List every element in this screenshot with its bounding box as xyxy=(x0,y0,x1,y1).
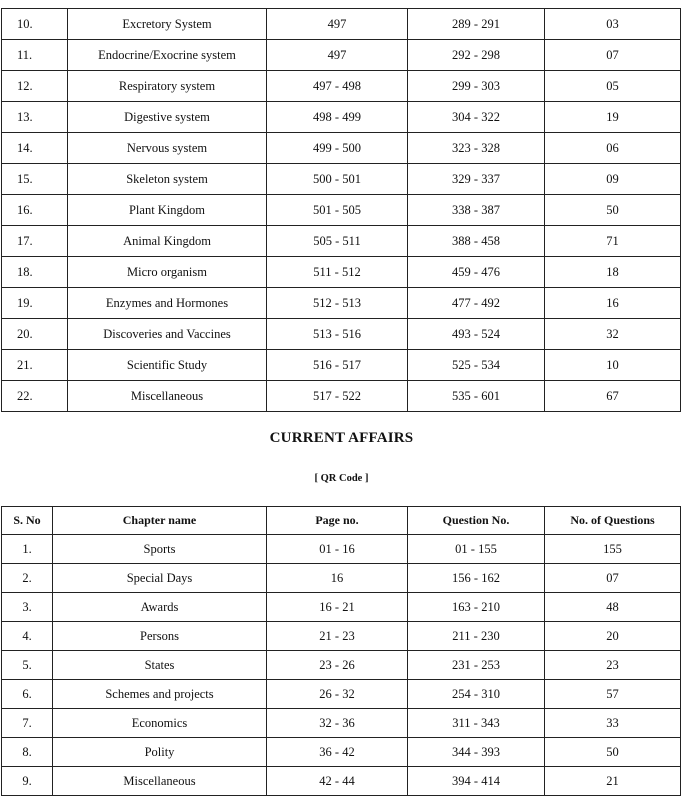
chapter-name: Skeleton system xyxy=(68,164,267,195)
table-row xyxy=(2,9,681,40)
serial-number: 20. xyxy=(2,319,68,350)
serial-number: 21. xyxy=(2,350,68,381)
serial-number: 13. xyxy=(2,102,68,133)
page-range: 26 - 32 xyxy=(267,680,408,709)
serial-number: 6. xyxy=(2,680,53,709)
table-header xyxy=(2,507,681,535)
table-row xyxy=(2,40,681,71)
page-range: 497 xyxy=(267,40,408,71)
question-range: 01 - 155 xyxy=(408,535,545,564)
table-row xyxy=(2,680,681,709)
question-range: 254 - 310 xyxy=(408,680,545,709)
serial-number: 22. xyxy=(2,381,68,412)
question-count: 155 xyxy=(545,535,681,564)
page-range: 500 - 501 xyxy=(267,164,408,195)
question-range: 329 - 337 xyxy=(408,164,545,195)
question-range: 163 - 210 xyxy=(408,593,545,622)
table-row xyxy=(2,164,681,195)
question-count: 19 xyxy=(545,102,681,133)
current-affairs-body xyxy=(2,535,681,796)
chapter-name: Excretory System xyxy=(68,9,267,40)
table-row xyxy=(2,593,681,622)
serial-number: 4. xyxy=(2,622,53,651)
question-range: 289 - 291 xyxy=(408,9,545,40)
biology-chapters-table xyxy=(1,8,681,412)
page-range: 517 - 522 xyxy=(267,381,408,412)
chapter-name: Sports xyxy=(53,535,267,564)
serial-number: 3. xyxy=(2,593,53,622)
question-count: 16 xyxy=(545,288,681,319)
serial-number: 12. xyxy=(2,71,68,102)
serial-number: 10. xyxy=(2,9,68,40)
question-range: 344 - 393 xyxy=(408,738,545,767)
section-title: CURRENT AFFAIRS xyxy=(269,430,414,446)
question-range: 459 - 476 xyxy=(408,257,545,288)
question-count: 06 xyxy=(545,133,681,164)
chapter-name: Scientific Study xyxy=(68,350,267,381)
biology-chapters-body xyxy=(2,9,681,412)
table-row xyxy=(2,350,681,381)
table-row xyxy=(2,133,681,164)
chapter-name: Digestive system xyxy=(68,102,267,133)
serial-number: 2. xyxy=(2,564,53,593)
header-page: Page no. xyxy=(267,507,408,535)
table-row xyxy=(2,622,681,651)
question-count: 71 xyxy=(545,226,681,257)
question-count: 07 xyxy=(545,564,681,593)
table-row xyxy=(2,767,681,796)
page-range: 497 xyxy=(267,9,408,40)
question-range: 493 - 524 xyxy=(408,319,545,350)
question-range: 394 - 414 xyxy=(408,767,545,796)
page-range: 499 - 500 xyxy=(267,133,408,164)
table-row xyxy=(2,288,681,319)
page-range: 505 - 511 xyxy=(267,226,408,257)
serial-number: 11. xyxy=(2,40,68,71)
question-range: 477 - 492 xyxy=(408,288,545,319)
question-count: 67 xyxy=(545,381,681,412)
question-range: 304 - 322 xyxy=(408,102,545,133)
page-range: 16 - 21 xyxy=(267,593,408,622)
question-range: 292 - 298 xyxy=(408,40,545,71)
serial-number: 18. xyxy=(2,257,68,288)
question-count: 48 xyxy=(545,593,681,622)
page-range: 511 - 512 xyxy=(267,257,408,288)
chapter-name: Polity xyxy=(53,738,267,767)
question-count: 03 xyxy=(545,9,681,40)
chapter-name: Special Days xyxy=(53,564,267,593)
table-row xyxy=(2,71,681,102)
question-count: 21 xyxy=(545,767,681,796)
page-range: 01 - 16 xyxy=(267,535,408,564)
page-range: 498 - 499 xyxy=(267,102,408,133)
table-row xyxy=(2,195,681,226)
chapter-name: Endocrine/Exocrine system xyxy=(68,40,267,71)
chapter-name: Plant Kingdom xyxy=(68,195,267,226)
header-sno: S. No xyxy=(2,507,53,535)
chapter-name: Miscellaneous xyxy=(53,767,267,796)
question-range: 211 - 230 xyxy=(408,622,545,651)
table-row xyxy=(2,651,681,680)
chapter-name: Schemes and projects xyxy=(53,680,267,709)
table-row xyxy=(2,319,681,350)
header-count: No. of Questions xyxy=(545,507,681,535)
table-row xyxy=(2,381,681,412)
question-count: 50 xyxy=(545,195,681,226)
chapter-name: Persons xyxy=(53,622,267,651)
question-range: 156 - 162 xyxy=(408,564,545,593)
question-count: 09 xyxy=(545,164,681,195)
header-chapter: Chapter name xyxy=(53,507,267,535)
question-count: 33 xyxy=(545,709,681,738)
chapter-name: Miscellaneous xyxy=(68,381,267,412)
page-range: 42 - 44 xyxy=(267,767,408,796)
serial-number: 7. xyxy=(2,709,53,738)
serial-number: 19. xyxy=(2,288,68,319)
question-count: 20 xyxy=(545,622,681,651)
page-range: 512 - 513 xyxy=(267,288,408,319)
question-range: 338 - 387 xyxy=(408,195,545,226)
table-row xyxy=(2,564,681,593)
chapter-name: Economics xyxy=(53,709,267,738)
chapter-name: Discoveries and Vaccines xyxy=(68,319,267,350)
table-row xyxy=(2,257,681,288)
table-row xyxy=(2,709,681,738)
page-range: 501 - 505 xyxy=(267,195,408,226)
table-row xyxy=(2,102,681,133)
question-count: 23 xyxy=(545,651,681,680)
serial-number: 8. xyxy=(2,738,53,767)
page-range: 21 - 23 xyxy=(267,622,408,651)
question-range: 299 - 303 xyxy=(408,71,545,102)
serial-number: 1. xyxy=(2,535,53,564)
question-count: 50 xyxy=(545,738,681,767)
page-range: 16 xyxy=(267,564,408,593)
question-count: 32 xyxy=(545,319,681,350)
serial-number: 17. xyxy=(2,226,68,257)
qr-code-label: [ QR Code ] xyxy=(314,473,369,484)
question-range: 525 - 534 xyxy=(408,350,545,381)
header-questions: Question No. xyxy=(408,507,545,535)
chapter-name: Respiratory system xyxy=(68,71,267,102)
question-range: 388 - 458 xyxy=(408,226,545,257)
current-affairs-table xyxy=(1,506,681,796)
question-range: 231 - 253 xyxy=(408,651,545,680)
table-row xyxy=(2,738,681,767)
serial-number: 16. xyxy=(2,195,68,226)
table-row xyxy=(2,535,681,564)
serial-number: 5. xyxy=(2,651,53,680)
question-range: 535 - 601 xyxy=(408,381,545,412)
question-count: 10 xyxy=(545,350,681,381)
page-range: 32 - 36 xyxy=(267,709,408,738)
page-range: 36 - 42 xyxy=(267,738,408,767)
question-count: 57 xyxy=(545,680,681,709)
chapter-name: Awards xyxy=(53,593,267,622)
question-range: 323 - 328 xyxy=(408,133,545,164)
page-range: 497 - 498 xyxy=(267,71,408,102)
chapter-name: States xyxy=(53,651,267,680)
serial-number: 9. xyxy=(2,767,53,796)
chapter-name: Enzymes and Hormones xyxy=(68,288,267,319)
question-count: 05 xyxy=(545,71,681,102)
page-range: 516 - 517 xyxy=(267,350,408,381)
chapter-name: Animal Kingdom xyxy=(68,226,267,257)
serial-number: 15. xyxy=(2,164,68,195)
chapter-name: Nervous system xyxy=(68,133,267,164)
header-row xyxy=(2,507,681,535)
serial-number: 14. xyxy=(2,133,68,164)
page-range: 23 - 26 xyxy=(267,651,408,680)
question-count: 07 xyxy=(545,40,681,71)
question-range: 311 - 343 xyxy=(408,709,545,738)
chapter-name: Micro organism xyxy=(68,257,267,288)
question-count: 18 xyxy=(545,257,681,288)
table-row xyxy=(2,226,681,257)
page-range: 513 - 516 xyxy=(267,319,408,350)
